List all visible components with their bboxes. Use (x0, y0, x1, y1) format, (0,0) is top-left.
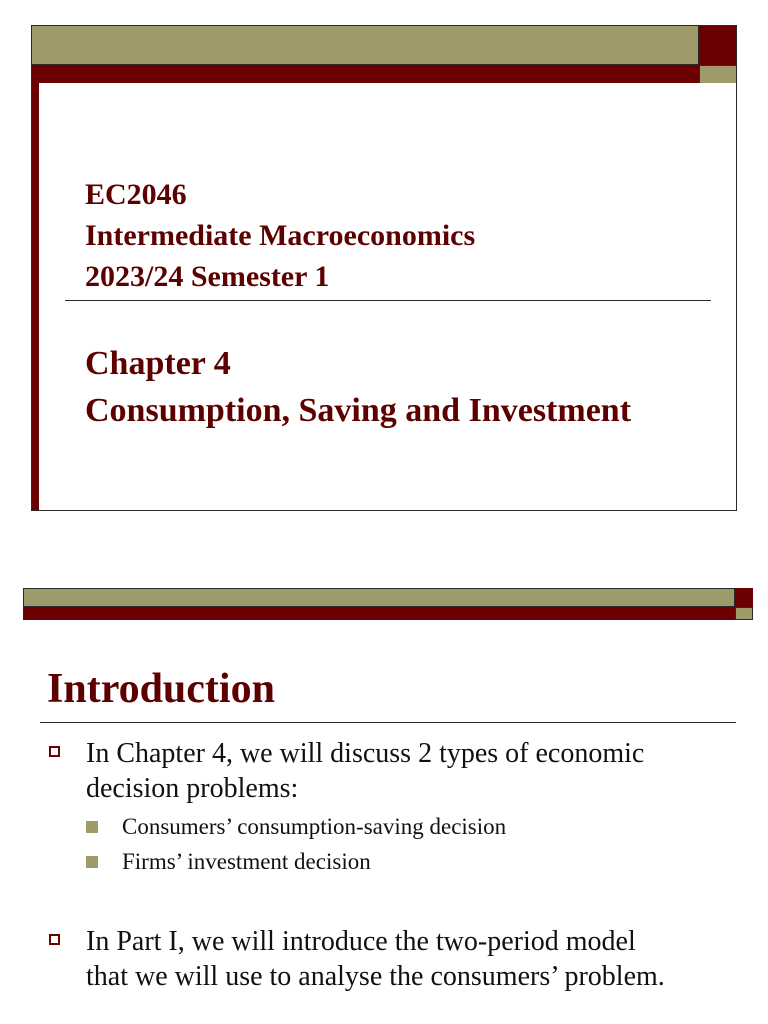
bullet-line: In Part I, we will introduce the two-period model (86, 926, 636, 957)
olive-square-bullet-icon (86, 821, 98, 833)
header-olive-bar (32, 26, 699, 65)
header-olive-bar (23, 588, 735, 607)
title-slide (31, 25, 737, 511)
sub-bullet-text: Firms’ investment decision (122, 849, 371, 874)
header-corner-olive-square (735, 607, 753, 620)
course-term: 2023/24 Semester 1 (85, 260, 330, 293)
header-corner-square (735, 588, 753, 607)
left-accent-bar (32, 83, 39, 510)
chapter-number: Chapter 4 (85, 345, 231, 382)
sub-bullet-item (122, 845, 371, 879)
title-divider (65, 300, 711, 301)
sub-bullet-item (122, 810, 506, 844)
course-info (85, 174, 475, 297)
hollow-square-bullet-icon (49, 934, 60, 945)
slide-title: Introduction (47, 666, 275, 712)
header-maroon-bar (23, 607, 735, 620)
chapter-heading (85, 340, 631, 434)
bullet-item (86, 924, 665, 994)
bullet-item (86, 736, 644, 806)
bullet-line: In Chapter 4, we will discuss 2 types of economic (86, 738, 645, 769)
bullet-line: that we will use to analyse the consumers’ problem. (86, 961, 665, 992)
header-corner-square (699, 26, 736, 65)
header-maroon-bar (32, 65, 699, 83)
header-corner-olive-square (699, 65, 736, 83)
course-title: Intermediate Macroeconomics (85, 219, 476, 252)
title-divider (40, 722, 736, 723)
course-code: EC2046 (85, 178, 187, 211)
sub-bullet-text: Consumers’ consumption-saving decision (122, 814, 507, 839)
chapter-title: Consumption, Saving and Investment (85, 392, 632, 429)
hollow-square-bullet-icon (49, 746, 60, 757)
olive-square-bullet-icon (86, 856, 98, 868)
bullet-line: decision problems: (86, 773, 299, 804)
